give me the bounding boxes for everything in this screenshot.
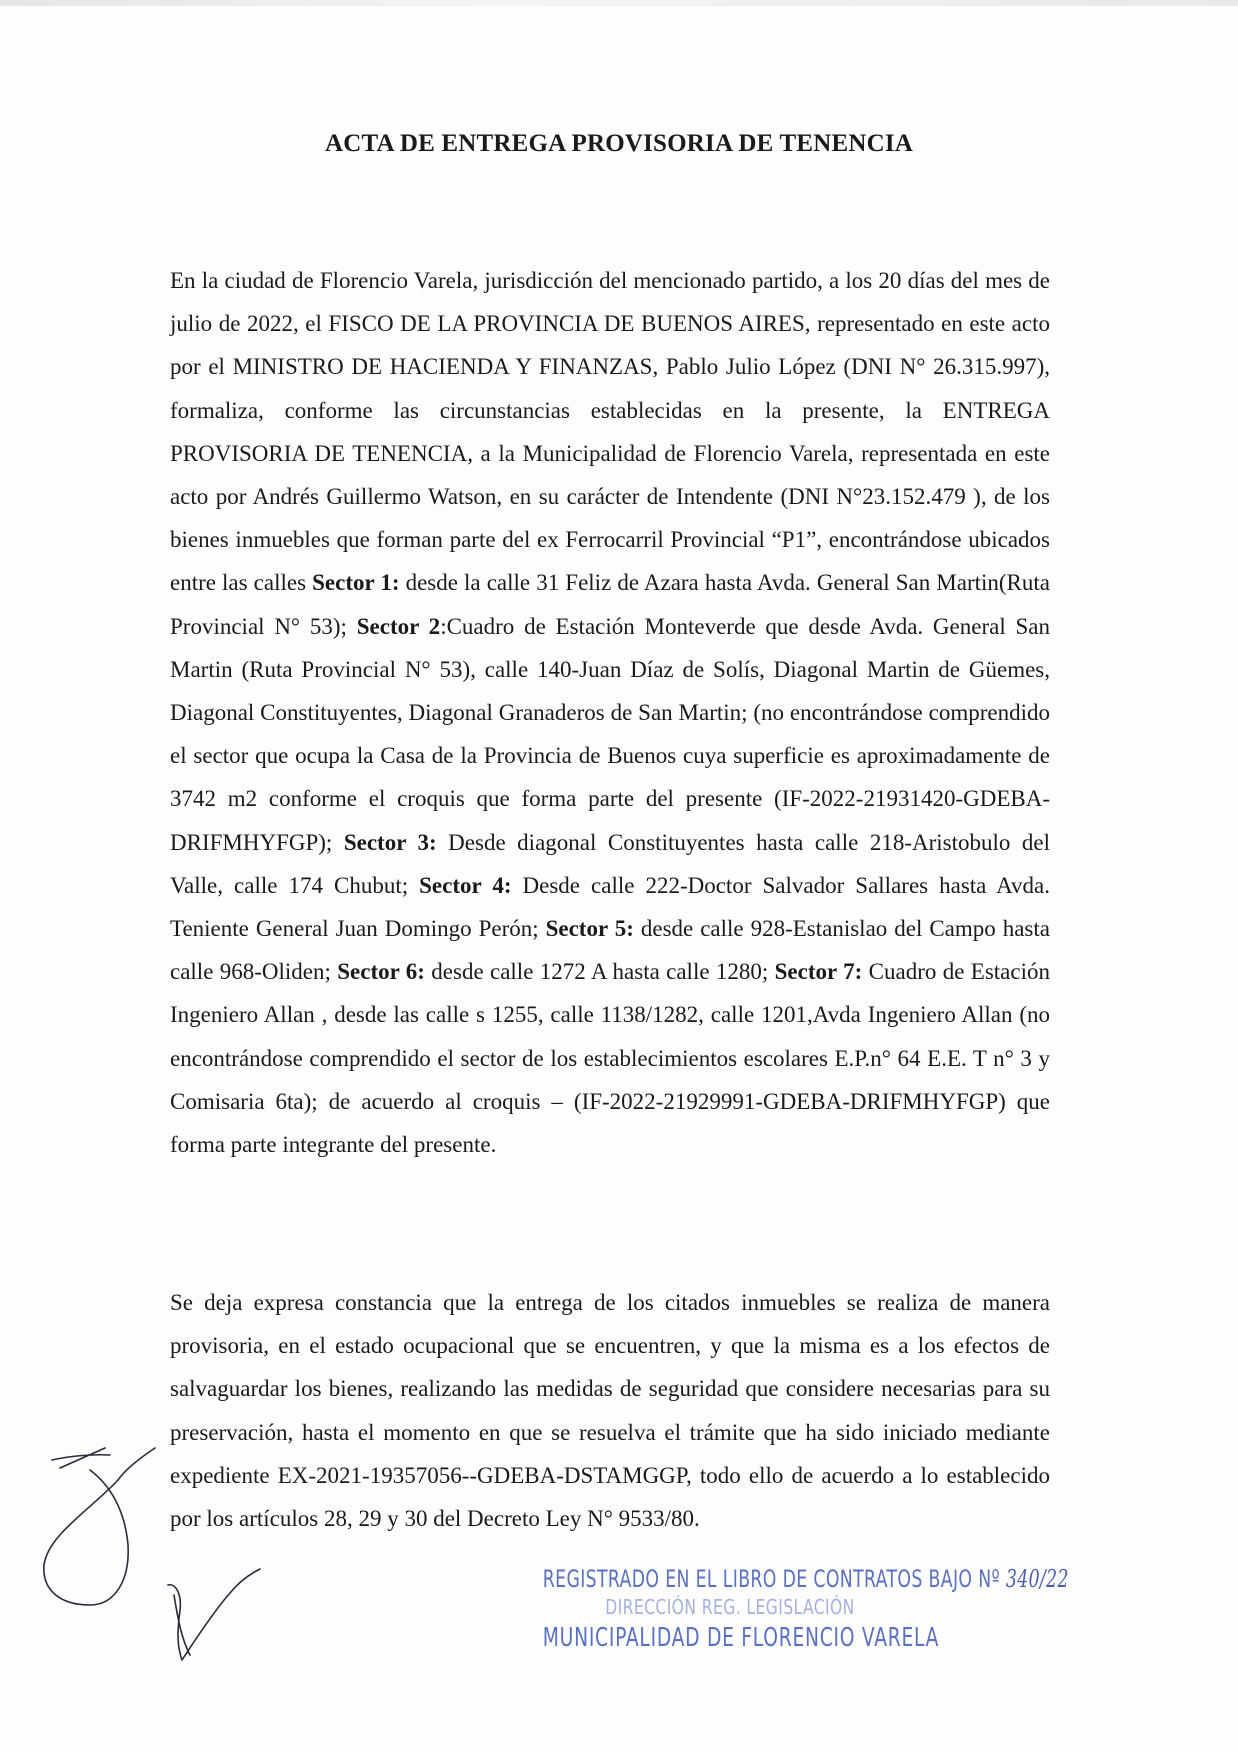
document-title: ACTA DE ENTREGA PROVISORIA DE TENENCIA xyxy=(324,130,914,157)
p1-segment: :Cuadro de Estación Monteverde que desde Avda. General San Martin (Ruta Provincial N° 53), calle 140-Juan Díaz de Solís, Diagonal Martin de Güemes, Diagonal Constituyentes, Diagonal Granaderos de San Martin; (no encontrándose comprendido el sector que ocupa la Casa de la Provincia de Buenos cuya superficie es aproximadamente de 3742 m2 conforme el croquis que forma parte del presente (IF-2022-21931420-GDEBA-DRIFMHYFGP); xyxy=(170,613,1050,855)
stamp-line-1-text: REGISTRADO EN EL LIBRO DE CONTRATOS BAJO Nº xyxy=(542,1565,1000,1593)
sector-5-label: Sector 5: xyxy=(545,916,634,942)
stamp-line-2: DIRECCIÓN REG. LEGISLACIÓN xyxy=(605,1595,855,1619)
sector-4-label: Sector 4: xyxy=(419,872,512,898)
paragraph-2 xyxy=(170,1281,1050,1540)
scan-edge xyxy=(0,0,1238,6)
p1-segment: Desde diagonal Constituyentes hasta calle 218-Aristobulo del Valle, calle 174 Chubut; xyxy=(170,829,1050,898)
sector-7-label: Sector 7: xyxy=(774,959,863,985)
stamp-line-3: MUNICIPALIDAD DE FLORENCIO VARELA xyxy=(542,1623,940,1653)
p1-segment: desde calle 928-Estanislao del Campo hasta calle 968-Oliden; xyxy=(170,916,1050,985)
sector-3-label: Sector 3: xyxy=(343,829,437,855)
p1-segment: desde calle 1272 A hasta calle 1280; xyxy=(424,959,775,985)
paragraph-2-text: Se deja expresa constancia que la entrega de los citados inmuebles se realiza de manera provisoria, en el estado ocupacional que se encuentren, y que la misma es a los efectos de salvaguardar los bienes, realizando las medidas de seguridad que considere necesarias para su preservación, hasta el momento en que se resuelva el trámite que ha sido iniciado mediante expediente EX-2021-19357056--GDEBA-DSTAMGGP, todo ello de acuerdo a lo establecido por los artículos 28, 29 y 30 del Decreto Ley N° 9533/80. xyxy=(170,1290,1050,1532)
sector-1-label: Sector 1: xyxy=(312,570,400,596)
registration-stamp xyxy=(470,1565,1069,1695)
stamp-line-1 xyxy=(542,1565,1069,1593)
handwritten-initial-signature xyxy=(30,1440,160,1615)
p1-segment: Desde calle 222-Doctor Salvador Sallares hasta Avda. Teniente General Juan Domingo Perón; xyxy=(170,872,1050,942)
p1-segment: desde la calle 31 Feliz de Azara hasta Avda. General San Martin(Ruta Provincial N° 53); xyxy=(170,570,1050,639)
stamp-number: 340/22 xyxy=(1005,1565,1069,1593)
p1-segment: Cuadro de Estación Ingeniero Allan , desde las calle s 1255, calle 1138/1282, calle 1201,Avda Ingeniero Allan (no encontrándose comprendido el sector de los establecimientos escolares E.P.n° 64 E.E. T n° 3 y Comisaria 6ta); de acuerdo al croquis – (IF-2022-21929991-GDEBA-DRIFMHYFGP) que forma parte integrante del presente. xyxy=(170,959,1050,1158)
p1-segment: En la ciudad de Florencio Varela, jurisdicción del mencionado partido, a los 20 días del mes de julio de 2022, el FISCO DE LA PROVINCIA DE BUENOS AIRES, representado en este acto por el MINISTRO DE HACIENDA Y FINANZAS, Pablo Julio López (DNI N° 26.315.997), formaliza, conforme las circunstancias establecidas en la presente, la ENTREGA PROVISORIA DE TENENCIA, a la Municipalidad de Florencio Varela, representada en este acto por Andrés Guillermo Watson, en su carácter de Intendente (DNI N°23.152.479 ), de los bienes inmuebles que forman parte del ex Ferrocarril Provincial “P1”, encontrándose ubicados entre las calles xyxy=(170,268,1050,596)
sector-2-label: Sector 2 xyxy=(356,613,441,639)
sector-6-label: Sector 6: xyxy=(337,959,425,985)
paragraph-1 xyxy=(170,259,1050,1166)
handwritten-check-signature xyxy=(160,1565,270,1675)
